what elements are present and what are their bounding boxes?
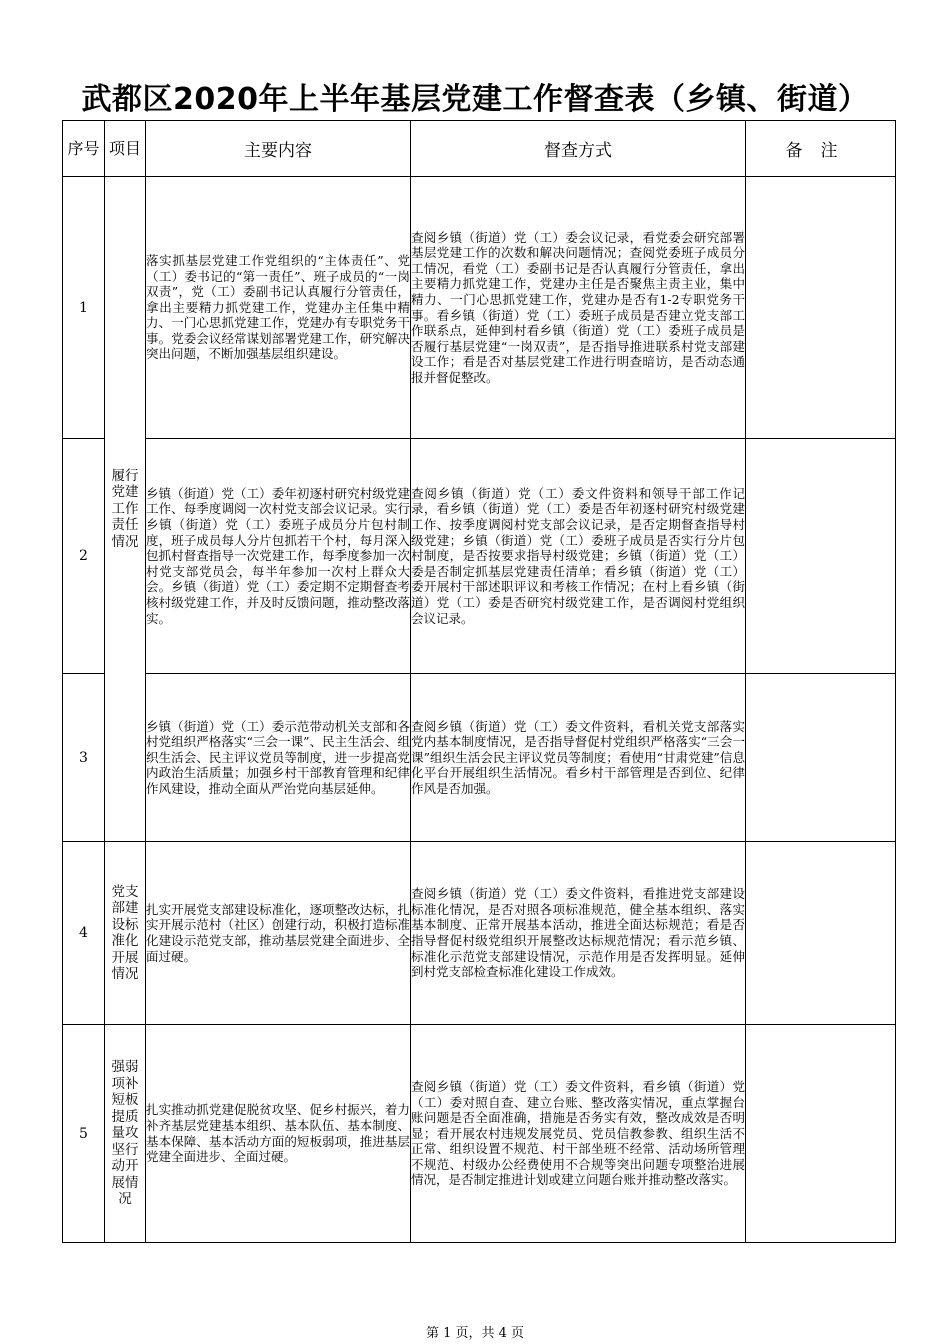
row-content: 扎实推动抓党建促脱贫攻坚、促乡村振兴，着力补齐基层党建基本组织、基本队伍、基本制度、基本保障、基本活动方面的短板弱项，推进基层党建全面进步、全面过硬。: [146, 1025, 411, 1243]
row-note: [746, 177, 896, 439]
row-seq: 4: [63, 842, 105, 1025]
row-seq: 3: [63, 674, 105, 842]
page-title: 武都区2020年上半年基层党建工作督查表（乡镇、街道）: [81, 82, 869, 117]
inspection-table: [62, 120, 896, 1243]
table-row: [63, 1025, 896, 1243]
row-note: [746, 1025, 896, 1243]
row-content: 乡镇（街道）党（工）委示范带动机关支部和各村党组织严格落实“三会一课”、民主生活会、组织生活会、民主评议党员等制度，进一步提高党内政治生活质量；加强乡村干部教育管理和纪律作风建设，推动全面从严治党向基层延伸。: [146, 674, 411, 842]
row-content: 落实抓基层党建工作党组织的“主体责任”、党（工）委书记的“第一责任”、班子成员的“一岗双责”，党（工）委副书记认真履行分管责任，拿出主要精力抓党建工作，党建办主任集中精力、一门心思抓党建工作，党建办有专职党务干事。党委会议经常谋划部署党建工作，研究解决突出问题，不断加强基层组织建设。: [146, 177, 411, 439]
row-method: 查阅乡镇（街道）党（工）委文件资料，看推进党支部建设标准化情况，是否对照各项标准规范，健全基本组织、落实基本制度、正常开展基本活动，推进全面达标规范；看是否指导督促村级党组织开展整改达标规范情况；看示范乡镇、标准化示范党支部建设情况，示范作用是否发挥明显。延伸到村党支部检查标准化建设工作成效。: [411, 842, 746, 1025]
row-method: 查阅乡镇（街道）党（工）委文件资料，看乡镇（街道）党（工）委对照自查、建立台账、整改落实情况，重点掌握台账问题是否全面准确，措施是否务实有效，整改成效是否明显；看开展农村违规发展党员、党员信教参教、组织生活不正常、组织设置不规范、村干部坐班不经常、活动场所管理不规范、村级办公经费使用不合规等突出问题专项整治进展情况，是否制定推进计划或建立问题台账并推动整改落实。: [411, 1025, 746, 1243]
row-seq: 5: [63, 1025, 105, 1243]
group-label: 履行党建工作责任情况: [105, 177, 146, 842]
group-label: 党支部建设标准化开展情况: [105, 842, 146, 1025]
header-note: 备注: [746, 121, 896, 177]
page-footer: 第 1 页，共 4 页: [425, 1326, 525, 1341]
table-row: [63, 439, 896, 674]
group-label: 强弱项补短板提质量攻坚行动开展情况: [105, 1025, 146, 1243]
row-content: 乡镇（街道）党（工）委年初逐村研究村级党建工作、每季度调阅一次村党支部会议记录。实行乡镇（街道）党（工）委班子成员分片包村制度，班子成员每人分片包抓若干个村，每月深入包抓村督查指导一次党建工作，每季度参加一次村党支部党员会，每半年参加一次村上群众大会。乡镇（街道）党（工）委定期不定期督查考核村级党建工作，并及时反馈问题，推动整改落实。: [146, 439, 411, 674]
table-row: [63, 674, 896, 842]
row-note: [746, 842, 896, 1025]
row-seq: 1: [63, 177, 105, 439]
row-method: 查阅乡镇（街道）党（工）委会议记录，看党委会研究部署基层党建工作的次数和解决问题情况；查阅党委班子成员分工情况，看党（工）委副书记是否认真履行分管责任，拿出主要精力抓党建工作，党建办主任是否聚焦主责主业，集中精力、一门心思抓党建工作，党建办是否有1-2专职党务干事。看乡镇（街道）党（工）委班子成员是否建立党支部工作联系点，延伸到村看乡镇（街道）党（工）委班子成员是否履行基层党建“一岗双责”，是否指导推进联系村党支部建设工作；看是否对基层党建工作进行明查暗访，是否动态通报并督促整改。: [411, 177, 746, 439]
header-content: 主要内容: [146, 121, 411, 177]
row-note: [746, 439, 896, 674]
header-item: 项目: [105, 121, 146, 177]
header-seq: 序号: [63, 121, 105, 177]
row-method: 查阅乡镇（街道）党（工）委文件资料和领导干部工作记录，看乡镇（街道）党（工）委是否年初逐村研究村级党建工作、按季度调阅村党支部会议记录，是否定期督查指导村级党建；乡镇（街道）党（工）委班子成员是否实行分片包村制度，是否按要求指导村级党建；乡镇（街道）党（工）委是否制定抓基层党建责任清单；看乡镇（街道）党（工）委开展村干部述职评议和考核工作情况；在村上看乡镇（街道）党（工）委是否研究村级党建工作，是否调阅村党组织会议记录。: [411, 439, 746, 674]
row-note: [746, 674, 896, 842]
row-seq: 2: [63, 439, 105, 674]
table-row: [63, 177, 896, 439]
header-row: [63, 121, 896, 177]
row-content: 扎实开展党支部建设标准化，逐项整改达标，扎实开展示范村（社区）创建行动，积极打造标准化建设示范党支部，推动基层党建全面进步、全面过硬。: [146, 842, 411, 1025]
row-method: 查阅乡镇（街道）党（工）委文件资料，看机关党支部落实党内基本制度情况，是否指导督促村党组织严格落实“三会一课”组织生活会民主评议党员等制度；看使用“甘肃党建”信息化平台开展组织生活情况。看乡村干部管理是否到位、纪律作风是否加强。: [411, 674, 746, 842]
table-row: [63, 842, 896, 1025]
header-method: 督查方式: [411, 121, 746, 177]
